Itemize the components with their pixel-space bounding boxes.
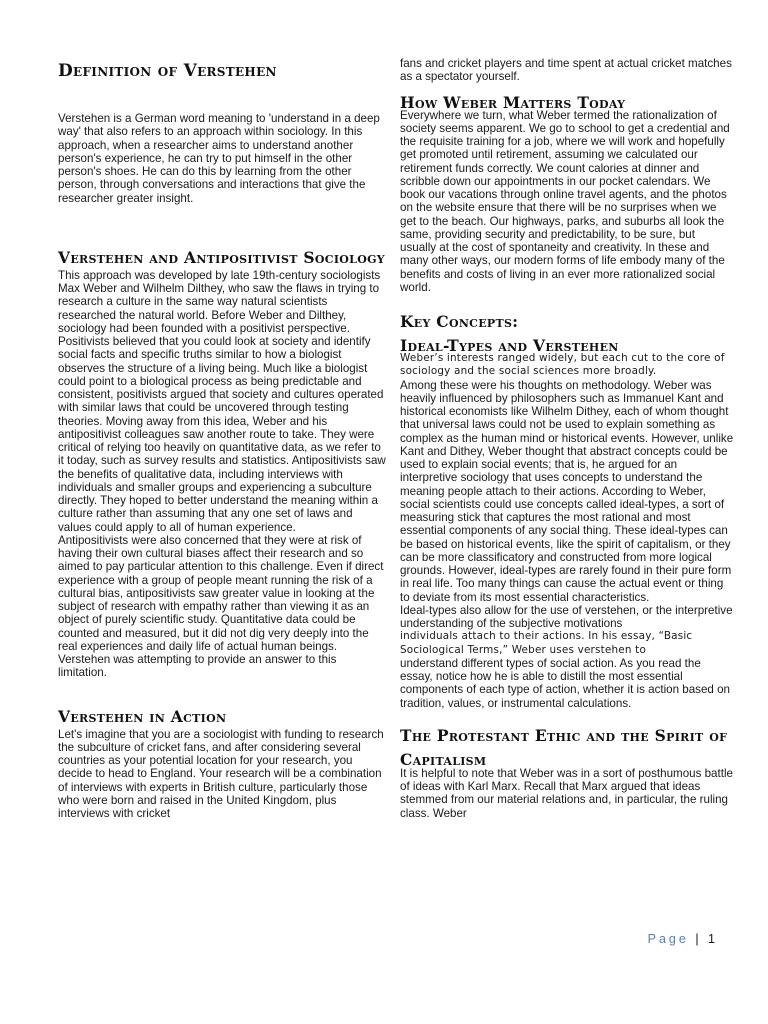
paragraph-antipositivist-2: Antipositivists were also concerned that they were at risk of having their own cultural biases affect their research and so aimed to pay particular attention to this challenge. Even if direct experience with a group of people meant running the risk of a cultural bias, antipositivists saw greater value in looking at the subject of research with empathy rather than viewing it as an object of purely scientific study. Quantitative data could be counted and measured, but it did not dig very deeply into the real experiences and daily life of actual human beings. Verstehen was attempting to provide an answer to this limitation. bbox=[58, 533, 384, 680]
right-column bbox=[400, 57, 734, 820]
paragraph-definition: Verstehen is a German word meaning to 'understand in a deep way' that also refers to an approach within sociology. In this approach, when a researcher aims to understand another person's experience, he can try to put himself in the other person's shoes. He can do this by learning from the other person, through conversations and interactions that give the researcher greater insight. bbox=[58, 112, 380, 205]
page-footer bbox=[0, 932, 718, 946]
paragraph-ideal-2b: individuals attach to their actions. In his essay, “Basic Sociological Terms,” Weber uses verstehen to bbox=[400, 630, 693, 656]
paragraph-action-continued: fans and cricket players and time spent at actual cricket matches as a spectator yourself. bbox=[400, 57, 732, 84]
heading-definition: Definition of Verstehen bbox=[58, 61, 277, 81]
paragraph-protestant-ethic: It is helpful to note that Weber was in a sort of posthumous battle of ideas with Karl Marx. Recall that Marx argued that ideas stemmed from our material relations and, in particular, the ruling class. Weber bbox=[400, 766, 733, 820]
paragraph-weber-today: Everywhere we turn, what Weber termed the rationalization of society seems apparent. We go to school to get a credential and the requisite training for a job, where we will work and hopefully get promoted until retirement, assuming we calculated our retirement funds correctly. We count calories at dinner and scribble down our appointments in our pocket calendars. We book our vacations through online travel agents, and the photos on the website ensure that there will be no surprises when we get to the beach. Our highways, parks, and suburbs all look the same, providing security and predictability, to be sure, but usually at the cost of spontaneity and creativity. In these and many other ways, our modern forms of life embody many of the benefits and costs of living in an ever more rationalized social world. bbox=[400, 108, 730, 294]
page-separator: | bbox=[695, 932, 709, 946]
heading-weber-today: How Weber Matters Today bbox=[400, 92, 626, 112]
paragraph-ideal-lead: Weber’s interests ranged widely, but each cut to the core of sociology and the social sciences more broadly. bbox=[400, 352, 725, 378]
heading-antipositivist: Verstehen and Antipositivist Sociology bbox=[58, 247, 385, 267]
paragraph-antipositivist-1: This approach was developed by late 19th-century sociologists Max Weber and Wilhelm Dilthey, who saw the flaws in trying to research a culture in the same way natural scientists researched the natural world. Before Weber and Dilthey, sociology had been founded with a positivist perspective. Positivists believed that you could look at society and identify social facts and specific truths similar to how a biologist observes the structure of a living being. Much like a biologist could point to a biological process as being predictable and consistent, positivists argued that society and cultures operated with similar laws that could be uncovered through testing theories. Moving away from this idea, Weber and his antipositivist colleagues saw another route to take. They were critical of relying too heavily on quantitative data, as we refer to it today, such as survey results and statistics. Antipositivists saw the benefits of qualitative data, including interviews with individuals and smaller groups and experiencing a subculture directly. They hoped to better understand the meaning within a culture rather than assuming that any one set of laws and values could apply to all of human experience. bbox=[58, 268, 386, 534]
paragraph-action: Let's imagine that you are a sociologist with funding to research the subculture of cricket fans, and after considering several countries as your potential location for your research, you decide to head to England. Your research will be a combination of interviews with experts in British culture, particularly those who were born and raised in the United Kingdom, plus interviews with cricket bbox=[58, 727, 384, 820]
heading-ideal-types: Ideal-Types and Verstehen bbox=[400, 336, 619, 355]
heading-protestant-ethic: The Protestant Ethic and the Spirit of Capitalism bbox=[400, 725, 728, 769]
left-column bbox=[58, 60, 388, 820]
paragraph-ideal-2c: understand different types of social action. As you read the essay, notice how he is able to distill the most essential components of each type of action, whether it is action based on tradition, values, or instrumental calculations. bbox=[400, 656, 730, 710]
page-label: Page bbox=[647, 932, 689, 946]
heading-action: Verstehen in Action bbox=[58, 706, 227, 726]
heading-key-concepts: Key Concepts: bbox=[400, 312, 519, 331]
paragraph-ideal-2a: Ideal-types also allow for the use of verstehen, or the interpretive understanding of the subjective motivations bbox=[400, 603, 733, 630]
page-number: 1 bbox=[708, 932, 718, 946]
paragraph-ideal-body: Among these were his thoughts on methodology. Weber was heavily influenced by philosophers such as Immanuel Kant and historical economists like Wilhelm Dithey, each of whom thought that universal laws could not be used to explain something as complex as the human mind or historical events. However, unlike Kant and Dithey, Weber thought that abstract concepts could be used to explain social events; that is, he argued for an interpretive sociology that uses concepts to understand the meaning people attach to their actions. According to Weber, social scientists could use concepts called ideal-types, a sort of measuring stick that captures the most rational and most essential components of any social thing. These ideal-types can be based on historical events, like the spirit of capitalism, or they can be more classificatory and constructed from more logical grounds. However, ideal-types are rarely found in their pure form in real life. Too many things can cause the actual event or thing to deviate from its most essential characteristics. bbox=[400, 378, 734, 604]
